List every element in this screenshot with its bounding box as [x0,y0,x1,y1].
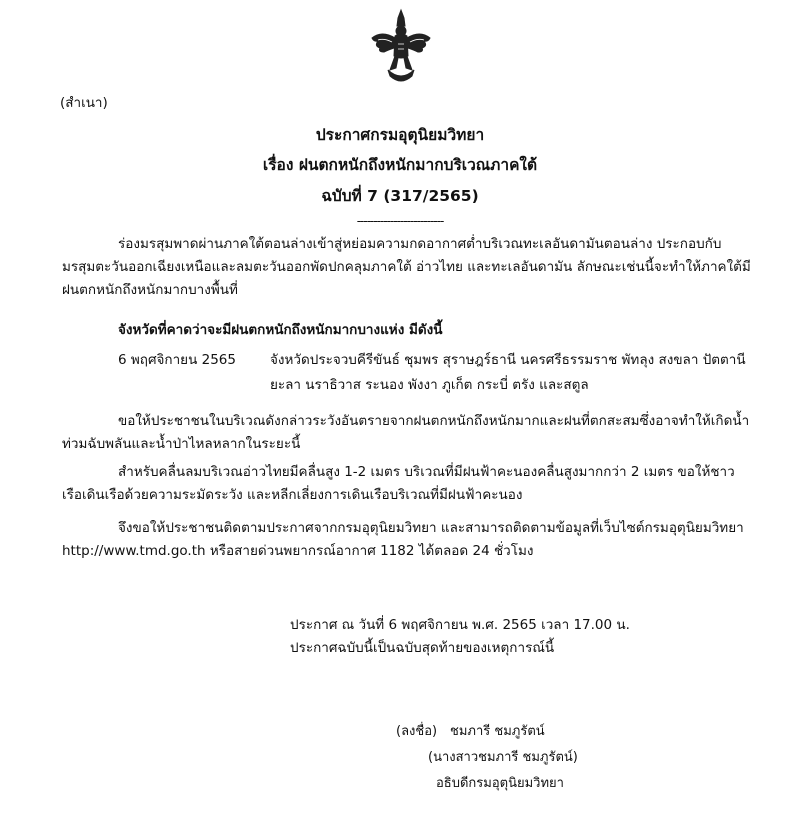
forecast-section-heading: จังหวัดที่คาดว่าจะมีฝนตกหนักถึงหนักมากบางแห่ง มีดังนี้ [118,322,443,338]
signature-name: ชมภารี ชมภูรัตน์ [450,724,545,739]
copy-mark: (สำเนา) [60,95,108,111]
paragraph-weather-situation: ร่องมรสุมพาดผ่านภาคใต้ตอนล่างเข้าสู่หย่อมความกดอากาศต่ำบริเวณทะเลอันดามันตอนล่าง ประกอบกับมรสุมตะวันออกเฉียงเหนือและลมตะวันออกพัดปกคลุมภาคใต้ อ่าวไทย และทะเลอันดามัน ลักษณะเช่นนี้จะทำให้ภาคใต้มีฝนตกหนักถึงหนักมากบางพื้นที่ [62,236,751,298]
paragraph-follow-updates: จึงขอให้ประชาชนติดตามประกาศจากกรมอุตุนิยมวิทยา และสามารถติดตามข้อมูลที่เว็บไซต์กรมอุตุนิยมวิทยา http://www.tmd.go.th หรือสายด่วนพยากรณ์อากาศ 1182 ได้ตลอด 24 ชั่วโมง [62,520,744,559]
divider-rule: -------------------------- [356,214,444,228]
garuda-emblem-icon [368,8,434,88]
signatory-position: อธิบดีกรมอุตุนิยมวิทยา [436,776,564,791]
paragraph-flood-warning: ขอให้ประชาชนในบริเวณดังกล่าวระวังอันตรายจากฝนตกหนักถึงหนักมากและฝนที่ตกสะสมซึ่งอาจทำให้เกิดน้ำท่วมฉับพลันและน้ำป่าไหลหลากในระยะนี้ [62,413,750,452]
paragraph-wave-warning: สำหรับคลื่นลมบริเวณอ่าวไทยมีคลื่นสูง 1-2 เมตร บริเวณที่มีฝนฟ้าคะนองคลื่นสูงมากกว่า 2 เมตร ขอให้ชาวเรือเดินเรือด้วยความระมัดระวัง และหลีกเลี่ยงการเดินเรือบริเวณที่มีฝนฟ้าคะนอง [62,464,735,503]
issue-number: ฉบับที่ 7 (317/2565) [321,187,479,205]
announcement-subject: เรื่อง ฝนตกหนักถึงหนักมากบริเวณภาคใต้ [262,156,538,174]
signature-label: (ลงชื่อ) [396,724,438,739]
forecast-date: 6 พฤศจิกายน 2565 [118,352,236,368]
forecast-provinces: จังหวัดประจวบคีรีขันธ์ ชุมพร สุราษฎร์ธานี นครศรีธรรมราช พัทลุง สงขลา ปัตตานี ยะลา นราธิวาส ระนอง พังงา ภูเก็ต กระบี่ ตรัง และสตูล [270,352,746,393]
announcement-final-note: ประกาศฉบับนี้เป็นฉบับสุดท้ายของเหตุการณ์นี้ [290,640,555,656]
announcement-datetime: ประกาศ ณ วันที่ 6 พฤศจิกายน พ.ศ. 2565 เวลา 17.00 น. [290,617,630,633]
signatory-full-name: (นางสาวชมภารี ชมภูรัตน์) [428,750,578,765]
announcement-title: ประกาศกรมอุตุนิยมวิทยา [315,126,485,144]
